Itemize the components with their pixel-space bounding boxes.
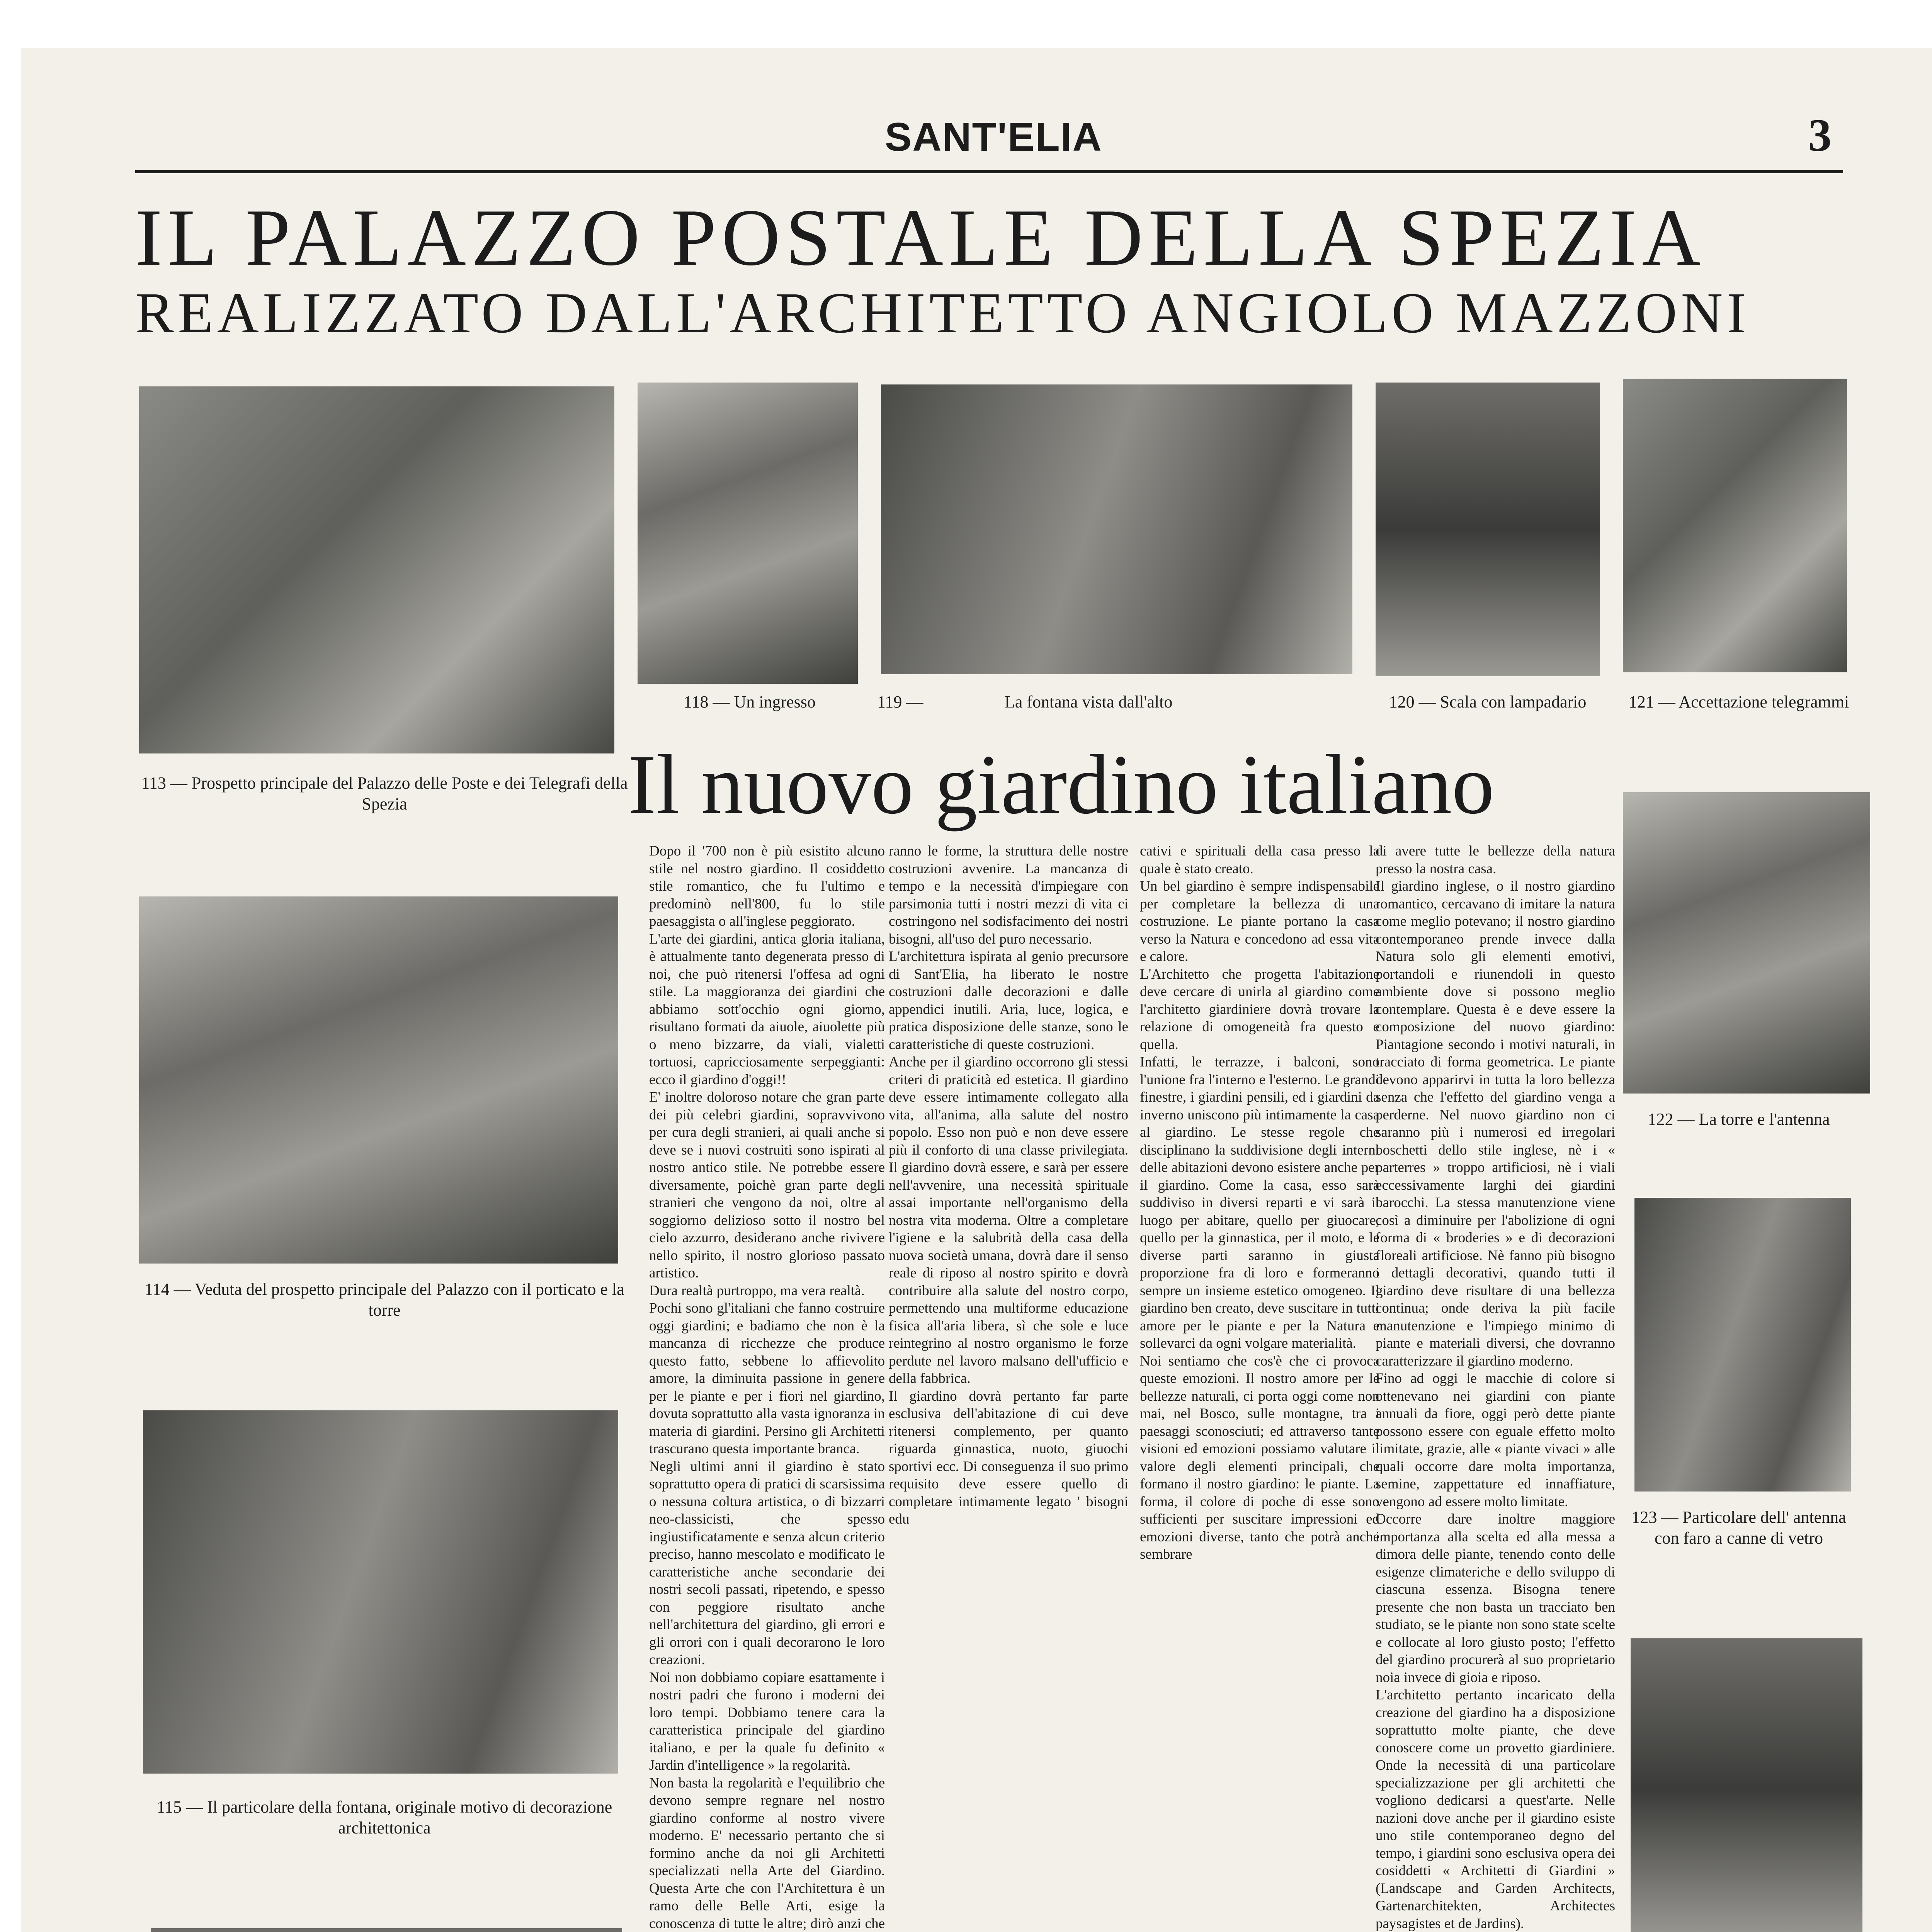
- photo-124: [1631, 1638, 1862, 1932]
- article-giardino-col-3: cativi e spirituali della casa presso la quale è stato creato. Un bel giardino è sempre indispensabile per completare la bellezza di una costruzione. Le piante portano la casa verso la Natura e concedono ad essa vita e calore. L'Architetto che progetta l'abitazione deve cercare di unirla al giardino come l'architetto giardiniere dovrà trovare la relazione di omogeneità fra questo e quella. Infatti, le terrazze, i balconi, sono l'unione fra l'interno e l'esterno. Le grandi finestre, i giardini pensili, ed i giardini da inverno uniscono più intimamente la casa al giardino. Le stesse regole che disciplinano la suddivisione degli interni delle abitazioni devono esistere anche per il giardino. Come la casa, esso sarà suddiviso in diversi reparti e vi sarà il luogo per abitare, quello per giuocare, quello per la ginnastica, per il moto, e le diverse parti saranno in giusta proporzione fra di loro e formeranno sempre un insieme estetico omogeneo. Il giardino ben creato, deve suscitare in tutti amore per le piante e per la Natura e sollevarci da ogni volgare materialità. Noi sentiamo che cos'è che ci provoca queste emozioni. Il nostro amore per le bellezze naturali, ci porta oggi come non mai, nel Bosco, sulle montagne, tra i paesaggi sconosciuti; ed attraverso tante visioni ed emozioni possiamo valutare il valore degli elementi principali, che formano il nostro giardino: le piante. La forma, il colore di poche di esse sono sufficienti per suscitare impressioni ed emozioni diverse, tanto che potrà anche sembrare: [1140, 843, 1379, 1562]
- page-number: 3: [1808, 109, 1832, 161]
- caption-122: 122 — La torre e l'antenna: [1648, 1110, 1830, 1129]
- photo-121: [1623, 379, 1847, 672]
- photo-122: [1623, 792, 1870, 1094]
- photo-118: [638, 383, 858, 684]
- caption-120: 120 — Scala con lampadario: [1389, 692, 1587, 711]
- article-giardino-col-2: ranno le forme, la struttura delle nostre costruzioni avvenire. La mancanza di tempo e la necessità d'impiegare con parsimonia tutti i nostri mezzi di vita ci costringono nel sodisfacimento dei nostri bisogni, all'uso del puro necessario. L'architettura ispirata al genio precursore di Sant'Elia, ha liberato le nostre costruzioni dalle decorazioni e dalle appendici inutili. Aria, luce, logica, e pratica disposizione delle stanze, sono le caratteristiche di queste costruzioni. Anche per il giardino occorrono gli stessi criteri di praticità ed estetica. Il giardino deve essere intimamente collegato alla vita, all'anima, alla salute del nostro popolo. Esso non può e non deve essere più il conforto di una classe privilegiata. Il giardino dovrà essere, e sarà per essere nell'avvenire, una necessità spirituale assai importante nell'organismo della nostra vita moderna. Oltre a completare l'igiene e la salubrità della casa della nuova società umana, dovrà dare il senso reale di riposo al nostro spirito e dovrà contribuire alla salute del nostro corpo, permettendo una multiforme educazione fisica all'aria libera, sì che sole e luce reintegrino al nostro organismo le forze perdute nel lavoro malsano dell'ufficio e della fabbrica. Il giardino dovrà pertanto far parte esclusiva dell'abitazione di cui deve ritenersi complemento, per quanto riguarda ginnastica, nuoto, giuochi sportivi ecc. Di conseguenza il suo primo requisito deve essere quello di completare intimamente legato ' bisogni edu: [889, 843, 1128, 1527]
- photo-114: [139, 896, 618, 1264]
- article-giardino-col-4: di avere tutte le bellezze della natura presso la nostra casa. Il giardino inglese, o il nostro giardino romantico, cercavano di imitare la natura come meglio potevano; il nostro giardino contemporaneo prende invece dalla Natura solo gli elementi emotivi, portandoli e riunendoli in questo ambiente dove si possono meglio contemplare. Questa è e deve essere la composizione del nuovo giardino: Piantagione secondo i motivi naturali, in tracciato di forma geometrica. Le piante devono apparirvi in tutta la loro bellezza senza che l'effetto del giardino venga a perderne. Nel nuovo giardino non ci saranno più i numerosi ed irregolari boschetti dello stile inglese, nè i « parterres » troppo artificiosi, nè i viali eccessivamente larghi dei giardini barocchi. La stessa manutenzione viene così a diminuire per l'abolizione di ogni forma di « broderies » e di decorazioni floreali artificiose. Nè fanno più bisogno i dettagli decorativi, quando tutti il giardino deve risultare di una bellezza continua; onde deriva la più facile manutenzione e l'impiego minimo di piante e materiali diversi, che dovranno caratterizzare il giardino moderno. Fino ad oggi le macchie di colore si ottenevano nei giardini con piante annuali da fiore, oggi però dette piante possono essere con eguale effetto molto limitate, grazie, alle « piante vivaci » alle quali occorre dare molta importanza, semine, zappettature ed innaffiature, vengono ad essere molto limitate. Occorre dare inoltre maggiore importanza alla scelta ed alla messa a dimora delle piante, tenendo conto delle esigenze climateriche e dello sviluppo di ciascuna essenza. Bisogna tenere presente che non basta un tracciato ben studiato, se le piante non sono state scelte e collocate al loro giusto posto; l'effetto del giardino procurerà al suo proprietario noia invece di gioia e riposo. L'architetto pertanto incaricato della creazione del giardino ha a disposizione soprattutto molte piante, che deve conoscere come un provetto giardiniere. Onde la necessità di una particolare specializzazione per gli architetti che vogliono dedicarsi a quest'arte. Nelle nazioni dove anche per il giardino esiste uno stile contemporaneo degno del tempo, i giardini sono esclusiva opera dei cosiddetti « Architetti di Giardini » (Landscape and Garden Architects, Gartenarchitekten, Architectes paysagistes et de Jardins).: [1376, 843, 1615, 1932]
- photo-113: [139, 386, 614, 753]
- headline-sub: REALIZZATO DALL'ARCHITETTO ANGIOLO MAZZONI: [135, 281, 1750, 345]
- headline-main: IL PALAZZO POSTALE DELLA SPEZIA: [135, 193, 1706, 282]
- photo-119: [881, 384, 1352, 674]
- caption-119-number: 119 —: [877, 692, 923, 711]
- photo-115: [143, 1410, 618, 1774]
- header-rule: [135, 170, 1843, 173]
- photo-123: [1634, 1198, 1851, 1492]
- caption-114: 114 — Veduta del prospetto principale del Palazzo con il porticato e la torre: [145, 1280, 624, 1320]
- caption-113: 113 — Prospetto principale del Palazzo delle Poste e dei Telegrafi della Spezia: [141, 774, 628, 813]
- photo-120: [1376, 383, 1600, 676]
- photo-116: [151, 1928, 622, 1932]
- caption-119: La fontana vista dall'alto: [1005, 692, 1173, 711]
- caption-121: 121 — Accettazione telegrammi: [1628, 692, 1849, 711]
- article-title-giardino: Il nuovo giardino italiano: [628, 737, 1495, 832]
- article-giardino-col-1: Dopo il '700 non è più esistito alcuno stile nel nostro giardino. Il cosiddetto stile romantico, che fu l'ultimo e predominò nell'800, fu lo stile paesaggista o all'inglese peggiorato. L'arte dei giardini, antica gloria italiana, è attualmente tanto degenerata presso di noi, che può ritenersi l'offesa ad ogni stile. La maggioranza dei giardini che abbiamo sott'occhio ogni giorno, risultano formati da aiuole, aiuolette più o meno bizzarre, da viali, vialetti tortuosi, capricciosamente serpeggianti: ecco il giardino d'oggi!! E' inoltre doloroso notare che gran parte dei più celebri giardini, sopravvivono per cura degli stranieri, ai quali anche si deve se i nuovi costruiti sono ispirati al nostro antico stile. Ne potrebbe essere diversamente, poichè gran parte degli stranieri che vengono da noi, oltre al soggiorno delizioso sotto il nostro bel cielo azzurro, desiderano anche rivivere nello spirito, il nostro glorioso passato artistico. Dura realtà purtroppo, ma vera realtà. Pochi sono gl'italiani che fanno costruire oggi giardini; e badiamo che non è la mancanza di ricchezze che produce questo fatto, sebbene lo affievolito amore, la diminuita passione in genere per le piante e per i fiori nel giardino, dovuta soprattutto alla vasta ignoranza in materia di giardini. Persino gli Architetti trascurano questa importante branca. Negli ultimi anni il giardino è stato soprattutto opera di pratici di scarsissima o nessuna coltura artistica, o di bizzarri neo-classicisti, che spesso ingiustificatamente e senza alcun criterio preciso, hanno mescolato e modificato le caratteristiche anche secondarie dei nostri secoli passati, ripetendo, e spesso con peggiore risultato anche nell'architettura del giardino, gli errori e gli orrori con i quali decorarono le loro creazioni. Noi non dobbiamo copiare esattamente i nostri padri che furono i moderni dei loro tempi. Dobbiamo tenere cara la caratteristica principale del giardino italiano, e per la quale fu definito « Jardin d'intelligence » la regolarità. Non basta la regolarità e l'equilibrio che devono sempre regnare nel nostro giardino conforme al nostro vivere moderno. E' necessario pertanto che si formino anche da noi gli Architetti specializzati nella Arte del Giardino. Questa Arte che con l'Architettura è un ramo delle Belle Arti, esige la conoscenza di tutte le altre; dirò anzi che: [649, 843, 885, 1932]
- masthead-logo: SANT'ELIA: [885, 115, 1102, 160]
- caption-115: 115 — Il particolare della fontana, originale motivo di decorazione architettonica: [156, 1798, 612, 1837]
- caption-123: 123 — Particolare dell' antenna con faro a canne di vetro: [1631, 1508, 1846, 1548]
- caption-118: 118 — Un ingresso: [684, 692, 816, 711]
